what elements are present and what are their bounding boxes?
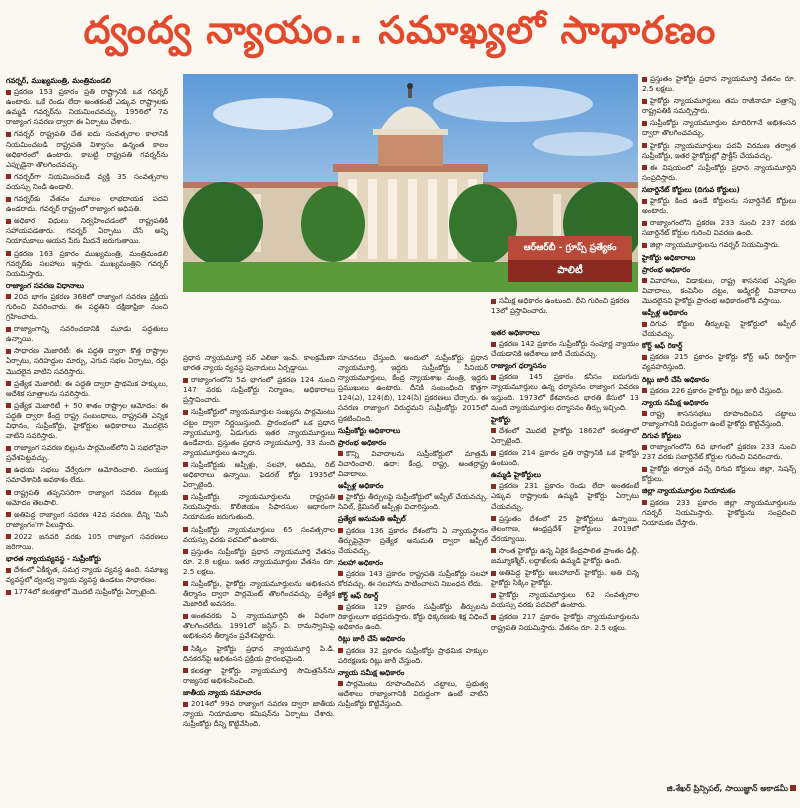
paragraph: 20వ భాగం ప్రకరణ 368లో రాజ్యాంగ సవరణ ప్రక్రియ గురించి వివరించారు. ఈ పద్ధతిని దక్షిణాఫ్రికా నుంచి గ్రహించారు. [6,291,168,322]
column-5 [642,74,796,779]
bullet-icon [6,349,11,354]
bullet-icon [183,462,188,467]
paragraph: ప్రస్తుతం దేశంలో 25 హైకోర్టులు ఉన్నాయి. తెలంగాణ, ఆంధ్రప్రదేశ్ హైకోర్టులు 2019లో వేరయ్యాయి. [491,513,639,543]
paragraph: 2014లో 99వ రాజ్యాంగ సవరణ ద్వారా జాతీయ న్యాయ నియామకాల కమిషన్‌ను ఏర్పాటు చేశారు. సుప్రీంకోర్టు దీన్ని కొట్టివేసింది. [183,699,335,729]
bullet-icon [6,468,11,473]
paragraph: ప్రకరణ 233 ప్రకారం జిల్లా న్యాయమూర్తులను గవర్నర్ నియమిస్తారు. హైకోర్టును సంప్రదించి నియామకం చేస్తారు. [642,497,796,527]
subheading: కోర్ట్ ఆఫ్ రికార్డ్ [642,341,683,351]
bullet-icon [642,165,647,170]
subheading: జాతీయ న్యాయ సమాచారం [183,687,262,697]
paragraph: సుప్రీంకోర్టు న్యాయమూర్తులను రాష్ట్రపతి నియమిస్తారు. కొలీజియం సిఫారసుల ఆధారంగా నియామకం జరుగుతుంది. [183,492,335,522]
bullet-icon [6,534,11,539]
paragraph: ప్రస్తుతం హైకోర్టు ప్రధాన న్యాయమూర్తి వేతనం రూ. 2.5 లక్షలు. [642,74,796,94]
paragraph: ప్రకరణ 163 ప్రకారం ముఖ్యమంత్రి, మంత్రిమండలి గవర్నర్‌కు సలహాలు ఇస్తారు. ముఖ్యమంత్రిని గవర్నర్ నియమిస్తారు. [6,248,168,278]
badge-line1: ఆర్‌ఆర్‌బీ - గ్రూప్స్ ప్రత్యేకం [508,236,632,260]
bullet-icon [338,681,343,686]
bullet-icon [6,294,11,299]
bullet-icon [642,388,647,393]
bullet-icon [6,381,11,386]
paragraph: రాజ్యాంగాన్ని సవరించడానికి మూడు పద్ధతులు ఉన్నాయి. [6,324,168,344]
subheading: న్యాయ సమీక్ష అధికారం [338,667,405,677]
subheading: రాజ్యాంగ ధర్మాసనం [491,361,547,371]
bullet-icon [183,495,188,500]
paragraph: ప్రధాన న్యాయమూర్తి సర్ ఎలిజా ఇంపే. కాలక్రమేణా భారత న్యాయ వ్యవస్థ పునాదులు ఏర్పడ్డాయి. [183,353,335,373]
paragraph: హైకోర్టు తీర్పులపై సుప్రీంకోర్టులో అప్పీల్ చేయవచ్చు. సివిల్, క్రిమినల్ అప్పీళ్లు విచారిస్తుంది. [338,492,488,512]
bullet-icon [183,549,188,554]
bullet-icon [6,251,11,256]
bullet-icon [642,411,647,416]
bullet-icon [338,571,343,576]
column-4 [491,326,639,805]
subheading: సుప్రీంకోర్టు అధికారాలు [338,425,401,435]
bullet-icon [491,375,496,380]
column-3 [338,353,488,805]
paragraph: అంతవరకు ఏ న్యాయమూర్తినీ ఈ విధంగా తొలగించలేదు. 1991లో జస్టిస్ వి. రామస్వామిపై అభిశంసన తీర్మానం ప్రవేశపెట్టారు. [183,611,335,641]
subheading: ఉమ్మడి హైకోర్టులు [491,470,541,480]
bullet-icon [642,99,647,104]
paragraph: ఉభయ సభలు వేర్వేరుగా ఆమోదించాలి. సంయుక్త సమావేశానికి అవకాశం లేదు. [6,465,168,485]
bullet-icon [6,568,11,573]
paragraph: సుప్రీంకోర్టు, హైకోర్టు న్యాయమూర్తులను అభిశంసన తీర్మానం ద్వారా పార్లమెంట్ తొలగించవచ్చు. ప్రత్యేక మెజారిటీ అవసరం. [183,578,335,609]
bullet-icon [642,243,647,248]
paragraph: గవర్నర్‌కు వేతనం మూలం లాభదాయక పదవి ఉండరాదు. గవర్నర్ రాష్ట్రంలో రాజ్యాంగ అధిపతి. [6,194,168,214]
bullet-icon [183,378,188,383]
bullet-icon [183,646,188,651]
paragraph: జిల్లా న్యాయమూర్తులను గవర్నర్ నియమిస్తారు. [642,240,796,250]
paragraph: ప్రకరణ 143 ప్రకారం రాష్ట్రపతి సుప్రీంకోర్టు సలహా కోరవచ్చు. ఈ సలహాను పాటించాలని నిబంధన లేదు. [338,568,488,588]
paragraph: కలకత్తా హైకోర్టు న్యాయమూర్తి సౌమిత్రసేన్‌ను రాజ్యసభ అభిశంసించింది. [183,665,335,685]
bullet-icon [642,355,647,360]
bullet-icon [491,593,496,598]
bullet-icon [338,605,343,610]
bullet-icon [338,648,343,653]
headline [0,0,800,70]
paragraph: ప్రకరణ 142 ప్రకారం సుప్రీంకోర్టు సంపూర్ణ న్యాయం చేయడానికి ఆదేశాలు జారీ చేయవచ్చు. [491,339,639,359]
paragraph: సమీక్ష అధికారం ఉంటుంది. దీని గురించి ప్రకరణ 13లో ప్రస్తావించారు. [491,296,630,316]
paragraph: ప్రత్యేక మెజారిటీ + 50 శాతం రాష్ట్రాల ఆమోదం: ఈ పద్ధతి ద్వారా కేంద్ర రాష్ట్ర సంబంధాలు, రాష్ట్రపతి ఎన్నిక విధానం, సుప్రీంకోర్టు, హైకోర్టుల అధికారాలు మొదలైన వాటిని సవరిస్తారు. [6,400,168,441]
paragraph: సొంత హైకోర్టు ఉన్న ఏకైక కేంద్రపాలిత ప్రాంతం ఢిల్లీ. జమ్మూకశ్మీర్, లద్దాఖ్‌లకు ఉమ్మడి హైకోర్టు ఉంది. [491,545,639,565]
paragraph: సుప్రీంకోర్టుకు అప్పీళ్లు, సలహా, ఆదిమ, రిట్ అధికారాలు ఉన్నాయి. ఫెడరల్ కోర్టు 1935లో ఏర్పాటైంది. [183,459,335,490]
bullet-icon [183,614,188,619]
bullet-icon [6,490,11,495]
subheading: అప్పీళ్ల అధికారం [338,481,384,491]
paragraph: పార్లమెంటు రూపొందించిన చట్టాలు, ప్రభుత్వ ఆదేశాలు రాజ్యాంగానికి విరుద్ధంగా ఉంటే వాటిని సుప్రీంకోర్టు కొట్టివేస్తుంది. [338,678,488,708]
paragraph: ప్రకరణ 217 ప్రకారం హైకోర్టు న్యాయమూర్తులను రాష్ట్రపతి నియమిస్తారు. వేతనం రూ. 2.5 లక్షలు. [491,612,639,632]
bullet-icon [642,199,647,204]
subheading: కోర్ట్ ఆఫ్ రికార్డ్ [338,591,379,601]
paragraph: హైకోర్టు న్యాయమూర్తులు తమ రాజీనామా పత్రాన్ని రాష్ట్రపతికి సమర్పిస్తారు. [642,96,796,116]
paragraph: రాజ్యాంగంలోని 5వ భాగంలో ప్రకరణ 124 నుంచి 147 వరకు సుప్రీంకోర్టు నిర్మాణం, అధికారాలు ప్రస్తావించారు. [183,375,335,405]
paragraph: రాష్ట్ర శాసనసభలు రూపొందించిన చట్టాలు రాజ్యాంగానికి విరుద్ధంగా ఉంటే హైకోర్టు కొట్టివేస్తుంది. [642,408,796,428]
bullet-icon [6,174,11,179]
column-2 [183,353,335,805]
badge-line2: పాలిటీ [508,260,632,282]
paragraph: ప్రకరణ 129 ప్రకారం సుప్రీంకోర్టు తీర్పులను రికార్డులుగా భద్రపరుస్తారు. కోర్టు ధిక్కరణకు శిక్ష విధించే అధికారం ఉంది. [338,602,488,632]
paragraph: హైకోర్టు తర్వాత వచ్చే దిగువ కోర్టులు జిల్లా, సెషన్స్ కోర్టులు. [642,464,796,484]
bullet-icon [6,219,11,224]
bullet-icon [491,516,496,521]
bullet-icon [6,197,11,202]
paragraph: ప్రకరణ 231 ప్రకారం రెండు లేదా అంతకంటే ఎక్కువ రాష్ట్రాలకు ఉమ్మడి హైకోర్టు ఏర్పాటు చేయవచ్చు. [491,481,639,511]
paragraph: దేశంలో ఏకీకృత, సమగ్ర న్యాయ వ్యవస్థ ఉంది. సమాఖ్య వ్యవస్థలో ద్వంద్వ న్యాయ వ్యవస్థ ఉండటం సాధారణం. [6,565,168,585]
subheading: అప్పీళ్ల అధికారం [642,307,688,317]
paragraph: సుప్రీంకోర్టులో న్యాయమూర్తుల సంఖ్యను పార్లమెంటు చట్టం ద్వారా నిర్ణయిస్తుంది. ప్రారంభంలో ఒక ప్రధాన న్యాయమూర్తి, ఏడుగురు ఇతర న్యాయమూర్తులు ఉండేవారు. ప్రస్తుతం ప్రధాన న్యాయమూర్తి, 33 మంది న్యాయమూర్తులు ఉన్నారు. [183,407,335,457]
paragraph: ప్రకరణ 215 ప్రకారం హైకోర్టు కోర్ట్ ఆఫ్ రికార్డ్‌గా వ్యవహరిస్తుంది. [642,352,796,372]
paragraph: అతిపెద్ద హైకోర్టు అలహాబాద్ హైకోర్టు. అతి చిన్న హైకోర్టు సిక్కిం హైకోర్టు. [491,568,639,588]
bullet-icon [183,668,188,673]
bullet-icon [642,467,647,472]
paragraph: ప్రకరణ 32 ప్రకారం సుప్రీంకోర్టు ప్రాథమిక హక్కుల పరిరక్షణకు రిట్లు జారీ చేస్తుంది. [338,645,488,665]
bullet-icon [183,581,188,586]
paragraph: అతిపెద్ద రాజ్యాంగ సవరణ 42వ సవరణ. దీన్ని 'మినీ రాజ్యాంగం'గా పిలుస్తారు. [6,509,168,529]
paragraph: హైకోర్టు కింద ఉండే కోర్టులను సబార్డినేట్ కోర్టులు అంటారు. [642,196,796,216]
bullet-icon [642,445,647,450]
paragraph: 2022 జనవరి వరకు 105 రాజ్యాంగ సవరణలు జరిగాయి. [6,531,168,552]
paragraph: హైకోర్టు న్యాయమూర్తులు పదవీ విరమణ తర్వాత సుప్రీంకోర్టు, ఇతర హైకోర్టుల్లో ప్రాక్టీస్ చేయవచ్చు. [642,140,796,160]
subheading: న్యాయ సమీక్ష అధికారం [642,397,709,407]
paragraph: సూచనలు చేస్తుంది. అందులో సుప్రీంకోర్టు ప్రధాన న్యాయమూర్తి, ఇద్దరు సుప్రీంకోర్టు సీనియర్ న్యాయమూర్తులు, కేంద్ర న్యాయశాఖ మంత్రి, ఇద్దరు ప్రముఖులు ఉంటారు. దీనికి సంబంధించి కొత్తగా 124(ఎ), 124(బి), 124(సి) ప్రకరణలు చేర్చారు. ఈ సవరణ రాజ్యాంగ విరుద్ధమని సుప్రీంకోర్టు 2015లో ప్రకటించింది. [338,353,488,423]
subheading: రిట్లు జారీ చేసే అధికారం [642,374,710,384]
paragraph: ప్రకరణ 145 ప్రకారం కనీసం ఐదుగురు న్యాయమూర్తులు ఉన్న ధర్మాసనం రాజ్యాంగ వివరణ ఇస్తుంది. 1973లో కేశవానంద భారతి కేసులో 13 మంది న్యాయమూర్తుల ధర్మాసనం తీర్పు ఇచ్చింది. [491,372,639,412]
paragraph: ప్రకరణ 214 ప్రకారం ప్రతి రాష్ట్రానికి ఒక హైకోర్టు ఉంటుంది. [491,448,639,468]
paragraph: సాధారణ మెజారిటీ: ఈ పద్ధతి ద్వారా కొత్త రాష్ట్రాల ఏర్పాటు, సరిహద్దుల మార్పు, ఎగువ సభల ఏర్పాటు, రద్దు మొదలైన వాటిని సవరిస్తారు. [6,346,168,376]
subheading: దిగువ కోర్టులు [642,431,681,440]
paragraph: గవర్నర్ రాష్ట్రపతి చేత ఐదు సంవత్సరాల కాలానికి నియమించబడి రాష్ట్రపతి విశ్వాసం ఉన్నంత కాలం అధికారంలో ఉంటారు. కాబట్టి రాష్ట్రపతి గవర్నర్‌ను ఎప్పుడైనా తొలగించవచ్చు. [6,129,168,169]
paragraph: రాష్ట్రపతి తప్పనిసరిగా రాజ్యాంగ సవరణ బిల్లుకు ఆమోదం తెలపాలి. [6,487,168,507]
bullet-icon [642,322,647,327]
subheading: గవర్నర్, ముఖ్యమంత్రి, మంత్రిమండలి [6,76,111,85]
bullet-icon [491,548,496,553]
bullet-icon [491,451,496,456]
paragraph: ఈ విషయంలో సుప్రీంకోర్టు ప్రధాన న్యాయమూర్తిని సంప్రదిస్తారు. [642,162,796,182]
subheading: సలహా అధికారం [338,557,384,567]
paragraph: ప్రకరణ 226 ప్రకారం హైకోర్టు రిట్లు జారీ చేస్తుంది. [642,386,796,396]
bullet-icon [6,512,11,517]
bullet-icon [491,571,496,576]
paragraph: ప్రత్యేక మెజారిటీ: ఈ పద్ధతి ద్వారా ప్రాథమిక హక్కులు, ఆదేశిక సూత్రాలను సవరిస్తారు. [6,378,168,398]
paragraph: వివాహాలు, విడాకులు, రాష్ట్ర శాసనసభ ఎన్నికల వివాదాలు, కంపెనీల చట్టం, అడ్మిరల్టీ వివాదాలు మొదలైనవి హైకోర్టు ప్రారంభ అధికారంలోకి వస్తాయి. [642,275,796,305]
paragraph: సుప్రీంకోర్టు న్యాయమూర్తుల మాదిరిగానే అభిశంసన ద్వారా తొలగించవచ్చు. [642,118,796,138]
headline-text: ద్వంద్వ న్యాయం.. సమాఖ్యలో సాధారణం [83,8,717,52]
bullet-icon [6,327,11,332]
bullet-icon [642,500,647,505]
bullet-icon [642,278,647,283]
paragraph: ప్రకరణ 153 ప్రకారం ప్రతి రాష్ట్రానికి ఒక గవర్నర్ ఉంటారు. ఒకే రెండు లేదా అంతకంటే ఎక్కువ రాష్ట్రాలకు ఉమ్మడి గవర్నర్‌ను నియమించవచ్చు. 1956లో 7వ రాజ్యాంగ సవరణ ద్వారా ఈ ఏర్పాటు చేశారు. [6,87,168,127]
subheading: హైకోర్టు [491,414,511,424]
paragraph: రాజ్యాంగంలోని 6వ భాగంలో ప్రకరణ 233 నుంచి 237 వరకు సబార్డినేట్ కోర్టుల గురించి వివరించారు. [642,442,796,462]
paragraph: సుప్రీంకోర్టు న్యాయమూర్తులు 65 సంవత్సరాల వయస్సు వరకు పదవిలో ఉంటారు. [183,524,335,544]
bullet-icon [642,221,647,226]
bullet-icon [6,90,11,95]
bullet-icon [491,484,496,489]
bullet-icon [338,495,343,500]
paragraph: అధికార విధులు నిర్వహించడంలో రాష్ట్రపతికి సహాయపడతారు. గవర్నర్ ఏర్పాటు చేసే అన్ని నియామకాలు ఆయన పేరు మీదనే జరుగుతాయి. [6,216,168,246]
author-credit: జి.శేఖర్ ప్రిన్సిపల్, సాయిజ్ఞాన్ అకాడమీ [642,784,796,795]
bullet-icon [642,77,647,82]
subheading: ప్రారంభ అధికారం [338,437,387,447]
bullet-icon [6,403,11,408]
subheading: సబార్డినేట్ కోర్టులు (దిగువ కోర్టులు) [642,184,740,194]
paragraph: సిక్కిం హైకోర్టు ప్రధాన న్యాయమూర్తి పి.డి. దినకరన్‌పై అభిశంసన ప్రక్రియ ప్రారంభమైంది. [183,643,335,663]
paragraph: రాజ్యాంగ సవరణ బిల్లును పార్లమెంట్‌లోని ఏ సభలోనైనా ప్రవేశపెట్టవచ్చు. [6,443,168,463]
paragraph: దేశంలో మొదటి హైకోర్టు 1862లో కలకత్తాలో ఏర్పాటైంది. [491,425,639,445]
paragraph: హైకోర్టు న్యాయమూర్తులు 62 సంవత్సరాల వయస్సు వరకు పదవిలో ఉంటారు. [491,590,639,610]
bullet-icon [491,342,496,347]
bullet-icon [491,299,496,304]
column-4-top [491,296,639,326]
bullet-icon [642,121,647,126]
subheading: ప్రారంభ అధికారం [642,264,691,274]
bullet-icon [642,143,647,148]
paragraph: రాజ్యాంగంలోని ప్రకరణ 233 నుంచి 237 వరకు సబార్డినేట్ కోర్టుల గురించి వివరణ ఉంది. [642,218,796,238]
subheading: ఇతర అధికారాలు [491,328,540,337]
bullet-icon [338,528,343,533]
column-1 [6,74,168,804]
bullet-icon [6,446,11,451]
subheading: భారత న్యాయవ్యవస్థ - సుప్రీంకోర్టు [6,554,101,564]
bullet-icon [338,451,343,456]
photo-credit [632,286,634,292]
bullet-icon [6,132,11,137]
paragraph: దిగువ కోర్టుల తీర్పులపై హైకోర్టులో అప్పీల్ చేయవచ్చు. [642,319,796,339]
subheading: ప్రత్యేక అనుమతి అప్పీల్ [338,514,406,524]
bullet-icon [183,527,188,532]
subheading: జిల్లా న్యాయమూర్తుల నియామకం [642,486,736,496]
subheading: హైకోర్టు అధికారాలు [642,252,696,262]
paragraph: కొన్ని వివాదాలను సుప్రీంకోర్టులో మాత్రమే విచారించాలి. ఉదా: కేంద్ర, రాష్ట్ర, అంతర్రాష్ట్ర వివాదాలు. [338,448,488,479]
paragraph: ప్రస్తుతం సుప్రీంకోర్టు ప్రధాన న్యాయమూర్తి వేతనం రూ. 2.8 లక్షలు. ఇతర న్యాయమూర్తుల వేతనం రూ. 2.5 లక్షలు. [183,546,335,576]
paragraph: ప్రకరణ 136 ప్రకారం దేశంలోని ఏ న్యాయస్థానం తీర్పుపైనైనా ప్రత్యేక అనుమతి ద్వారా అప్పీల్ చేయవచ్చు. [338,525,488,555]
bullet-icon [6,590,11,595]
paragraph: 1774లో కలకత్తాలో మొదటి సుప్రీంకోర్టు ఏర్పాటైంది. [6,587,168,597]
bullet-icon [183,410,188,415]
subheading: రిట్లు జారీ చేసే అధికారం [338,634,406,644]
paragraph: గవర్నర్‌గా నియమించబడే వ్యక్తి 35 సంవత్సరాల వయస్సు నిండి ఉండాలి. [6,171,168,191]
end-mark-icon [790,785,796,791]
section-badge [508,236,632,284]
bullet-icon [491,428,496,433]
subheading: రాజ్యాంగ సవరణ విధానాలు [6,280,84,290]
bullet-icon [491,615,496,620]
bullet-icon [183,702,188,707]
